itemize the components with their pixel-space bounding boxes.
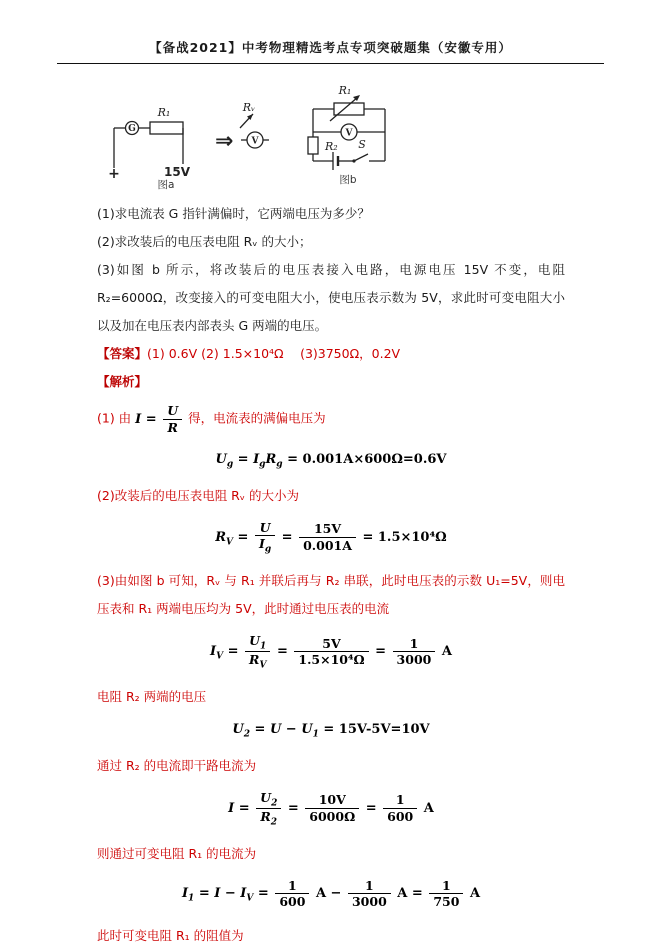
analysis-step-7: 此时可变电阻 R₁ 的阻值为	[97, 927, 244, 943]
resistor-r1-label: R₁	[157, 106, 171, 119]
switch-s-label: S	[358, 138, 366, 151]
voltmeter-b-icon: V	[345, 128, 353, 139]
page-header	[0, 0, 661, 64]
formula-2-expression: $R_V$ = $\frac{U}{I_g}$ = $\frac{15V}{0.001A}$ = 1.5×10⁴Ω	[215, 519, 447, 555]
formula-u2-voltage	[97, 719, 565, 742]
question-2: (2)求改装后的电压表电阻 Rᵥ 的大小；	[97, 234, 312, 249]
header-divider	[57, 63, 604, 64]
answer-label: 【答案】	[97, 346, 148, 361]
battery-plus-label: +	[108, 166, 120, 182]
analysis-label: 【解析】	[97, 374, 148, 389]
step-1-suffix: 得，电流表的满偏电压为	[184, 410, 326, 426]
rv-label: Rᵥ	[242, 101, 256, 114]
resistor-r2-label: R₂	[325, 140, 338, 153]
analysis-step-3: (3)由如图 b 可知，Rᵥ 与 R₁ 并联后再与 R₂ 串联，此时电压表的示数 U₁=5V，则电压表和 R₁ 两端电压均为 5V，此时通过电压表的电流	[97, 572, 565, 616]
formula-1-expression: $U_g = I_gR_g = 0.001A\times 600\Omega=0.6V$	[215, 452, 447, 470]
formula-voltmeter-resistance	[97, 518, 565, 557]
answer-line	[97, 340, 565, 368]
analysis-step-4: 电阻 R₂ 两端的电压	[97, 688, 207, 704]
answer-text: (1) 0.6V (2) 1.5×10⁴Ω (3)3750Ω，0.2V	[147, 346, 401, 361]
formula-full-deflection-voltage	[97, 449, 565, 472]
fig-a-caption: 图a	[157, 179, 175, 191]
question-1: (1)求电流表 G 指针满偏时，它两端电压为多少？	[97, 206, 370, 221]
rheostat-r1-label: R₁	[338, 84, 352, 97]
circuit-figure-svg	[97, 84, 577, 196]
galvanometer-icon: G	[128, 124, 136, 134]
analysis-step-2: (2)改装后的电压表电阻 Rᵥ 的大小为	[97, 487, 300, 503]
fig-b-caption: 图b	[339, 174, 357, 186]
transform-symbol	[215, 101, 269, 154]
page-title: 【备战2021】中考物理精选考点专项突破题集（安徽专用）	[149, 40, 512, 55]
analysis-step-6: 则通过可变电阻 R₁ 的电流为	[97, 845, 257, 861]
formula-4-expression: $U_2 = U - U_1 = 15V-5V=10V$	[232, 721, 430, 740]
analysis-step-1	[97, 396, 565, 441]
formula-r1-current	[97, 876, 565, 912]
formula-main-current	[97, 788, 565, 830]
step-1-inline-formula: I = $\frac{U}{R}$	[135, 412, 184, 427]
formula-3-expression: $I_V$ = $\frac{U_1}{R_V}$ = $\frac{5V}{\text{1.5×10⁴Ω}}$ = $\frac{1}{3000}$ A	[210, 632, 452, 671]
voltmeter-icon: V	[251, 136, 259, 147]
question-3: (3)如图 b 所示，将改装后的电压表接入电路，电源电压 15V 不变，电阻 R₂=6000Ω，改变接入的可变电阻大小，使电压表示数为 5V，求此时可变电阻大小以及加在电压表内部表头 G 两端的电压。	[97, 262, 565, 333]
circuit-figure	[97, 84, 577, 196]
fig-a-circuit	[108, 106, 191, 191]
formula-5-expression: I = $\frac{U_2}{R_2}$ = $\frac{10V}{6000\Omega}$ = $\frac{1}{600}$ A	[228, 789, 434, 828]
analysis-step-5: 通过 R₂ 的电流即干路电流为	[97, 757, 257, 773]
step-1-prefix: (1) 由	[97, 410, 136, 426]
formula-voltmeter-current	[97, 631, 565, 673]
document-body	[97, 200, 565, 950]
transform-arrow-icon: ⇒	[215, 129, 234, 154]
fig-b-circuit	[308, 84, 385, 186]
voltage-15v-label: 15V	[164, 165, 190, 179]
formula-6-expression: $I_1 = I - I_V$ = $\frac{1}{600}$ A − $\frac{1}{3000}$ A = $\frac{1}{750}$ A	[181, 877, 481, 910]
